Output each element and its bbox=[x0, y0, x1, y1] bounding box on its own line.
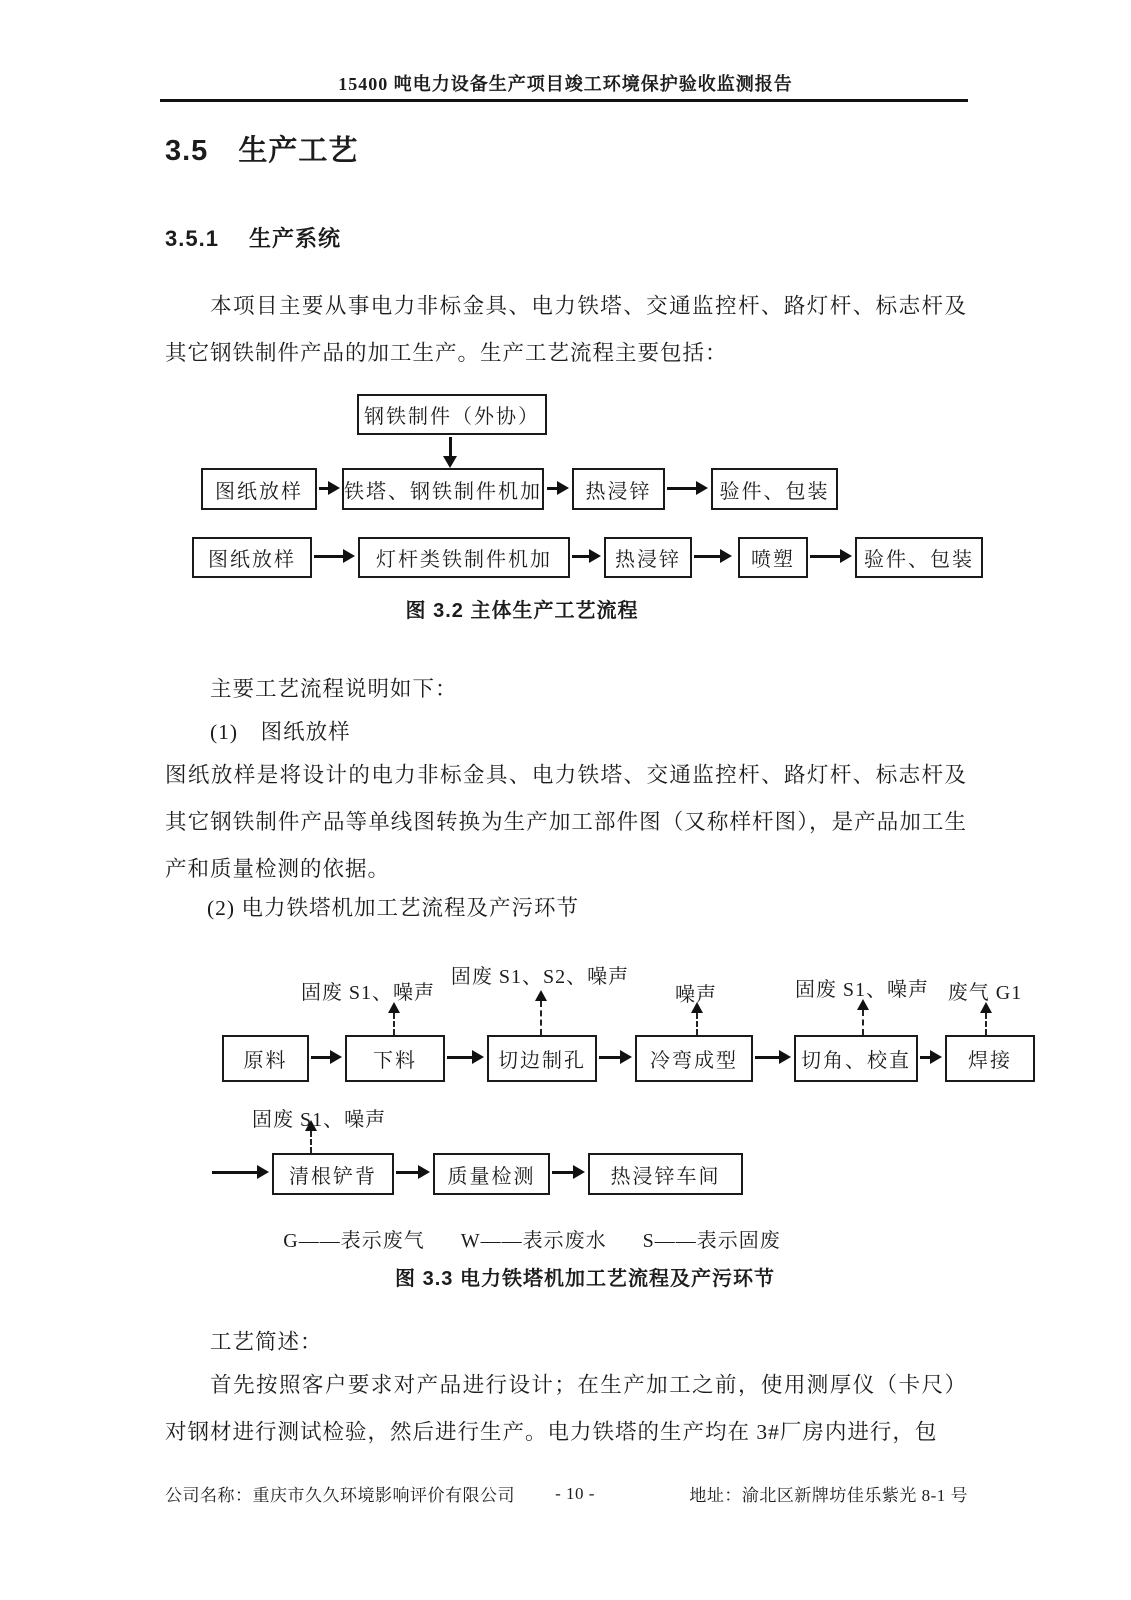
dashed-arrow-up bbox=[393, 1013, 395, 1035]
flow-box-quality-inspection: 质量检测 bbox=[433, 1153, 550, 1195]
flow-box-external-steel: 钢铁制件（外协） bbox=[357, 394, 547, 435]
pollution-label: 固废 S1、S2、噪声 bbox=[450, 966, 630, 988]
footer-page-number: - 10 - bbox=[555, 1484, 595, 1503]
flow-box-powder-coating: 喷塑 bbox=[738, 537, 808, 578]
dashed-arrow-up bbox=[310, 1131, 312, 1153]
flow-box-inspect-pack-1: 验件、包装 bbox=[711, 468, 838, 510]
process-note: 主要工艺流程说明如下： bbox=[210, 677, 458, 701]
dashed-arrow-up bbox=[862, 1010, 864, 1035]
flow-box-cold-bending: 冷弯成型 bbox=[635, 1035, 753, 1082]
item1-paragraph: 图纸放样是将设计的电力非标金具、电力铁塔、交通监控杆、路灯杆、标志杆及其它钢铁制件产品等单线图转换为生产加工部件图（又称样杆图），是产品加工生产和质量检测的依据。 bbox=[165, 763, 967, 881]
dashed-arrow-up bbox=[540, 1001, 542, 1035]
pollution-label: 噪声 bbox=[675, 984, 717, 1006]
page-header-title: 15400 吨电力设备生产项目竣工环境保护验收监测报告 bbox=[338, 74, 793, 94]
flow-arrow-right bbox=[547, 487, 558, 490]
section-heading: 3.5 生产工艺 bbox=[165, 135, 359, 167]
header-rule bbox=[160, 99, 968, 102]
flow-box-drawing-lofting-2: 图纸放样 bbox=[192, 537, 312, 578]
intro-paragraph: 本项目主要从事电力非标金具、电力铁塔、交通监控杆、路灯杆、标志杆及其它钢铁制件产品的加工生产。生产工艺流程主要包括： bbox=[165, 294, 967, 365]
brief-label: 工艺简述： bbox=[210, 1330, 323, 1354]
flow-arrow-right bbox=[447, 1056, 473, 1059]
figure-3-3-caption: 图 3.3 电力铁塔机加工艺流程及产污环节 bbox=[395, 1268, 775, 1290]
flow-arrow-right bbox=[319, 487, 329, 490]
flow-box-welding: 焊接 bbox=[945, 1035, 1035, 1082]
figure-3-3-legend bbox=[132, 1224, 932, 1253]
item1-heading: (1) 图纸放样 bbox=[210, 720, 351, 744]
footer-company: 公司名称：重庆市久久环境影响评价有限公司 bbox=[165, 1486, 515, 1505]
flow-box-drawing-lofting-1: 图纸放样 bbox=[201, 468, 317, 510]
pollution-label: 废气 G1 bbox=[947, 982, 1023, 1004]
flow-arrow-right bbox=[810, 555, 841, 558]
flow-box-tower-machining: 铁塔、钢铁制件机加 bbox=[342, 468, 544, 510]
legend-item-gas: G——表示废气 bbox=[283, 1230, 425, 1252]
footer-address: 地址：渝北区新牌坊佳乐紫光 8-1 号 bbox=[689, 1486, 968, 1505]
subsection-heading: 3.5.1 生产系统 bbox=[165, 226, 342, 251]
flow-arrow-right bbox=[572, 555, 590, 558]
flow-box-corner-cut-straighten: 切角、校直 bbox=[794, 1035, 918, 1082]
figure-3-2-caption: 图 3.2 主体生产工艺流程 bbox=[405, 600, 639, 622]
dashed-arrow-up bbox=[696, 1013, 698, 1035]
flow-arrow-right bbox=[311, 1056, 331, 1059]
flow-arrow-right bbox=[667, 487, 697, 490]
flow-box-pole-machining: 灯杆类铁制件机加 bbox=[358, 537, 570, 578]
flow-arrow-right bbox=[694, 555, 721, 558]
pollution-label: 固废 S1、噪声 bbox=[300, 982, 436, 1004]
flow-arrow-right bbox=[552, 1171, 574, 1174]
item2-heading: (2) 电力铁塔机加工艺流程及产污环节 bbox=[207, 896, 579, 920]
flow-box-root-cleaning: 清根铲背 bbox=[272, 1153, 394, 1195]
flow-arrow-right bbox=[314, 555, 344, 558]
flow-arrow-right bbox=[920, 1056, 931, 1059]
brief-paragraph: 首先按照客户要求对产品进行设计；在生产加工之前，使用测厚仪（卡尺）对钢材进行测试检验，然后进行生产。电力铁塔的生产均在 3#厂房内进行，包 bbox=[165, 1373, 967, 1444]
legend-item-water: W——表示废水 bbox=[460, 1230, 607, 1252]
flow-arrow-right bbox=[755, 1056, 780, 1059]
flow-arrow-right bbox=[599, 1056, 621, 1059]
pollution-label: 固废 S1、噪声 bbox=[252, 1109, 387, 1131]
flow-box-edge-cutting-drilling: 切边制孔 bbox=[487, 1035, 597, 1082]
flow-box-blanking: 下料 bbox=[345, 1035, 445, 1082]
pollution-label: 固废 S1、噪声 bbox=[794, 979, 930, 1001]
flow-box-galvanizing-workshop: 热浸锌车间 bbox=[588, 1153, 743, 1195]
flow-arrow-right bbox=[212, 1171, 258, 1174]
flow-box-hot-dip-zinc-1: 热浸锌 bbox=[572, 468, 665, 510]
flow-arrow-right bbox=[396, 1171, 419, 1174]
flow-box-inspect-pack-2: 验件、包装 bbox=[855, 537, 983, 578]
dashed-arrow-up bbox=[985, 1013, 987, 1035]
legend-item-solid-waste: S——表示固废 bbox=[642, 1230, 781, 1252]
flow-box-raw-material: 原料 bbox=[222, 1035, 309, 1082]
flow-arrow-down bbox=[449, 437, 452, 457]
flow-box-hot-dip-zinc-2: 热浸锌 bbox=[604, 537, 692, 578]
